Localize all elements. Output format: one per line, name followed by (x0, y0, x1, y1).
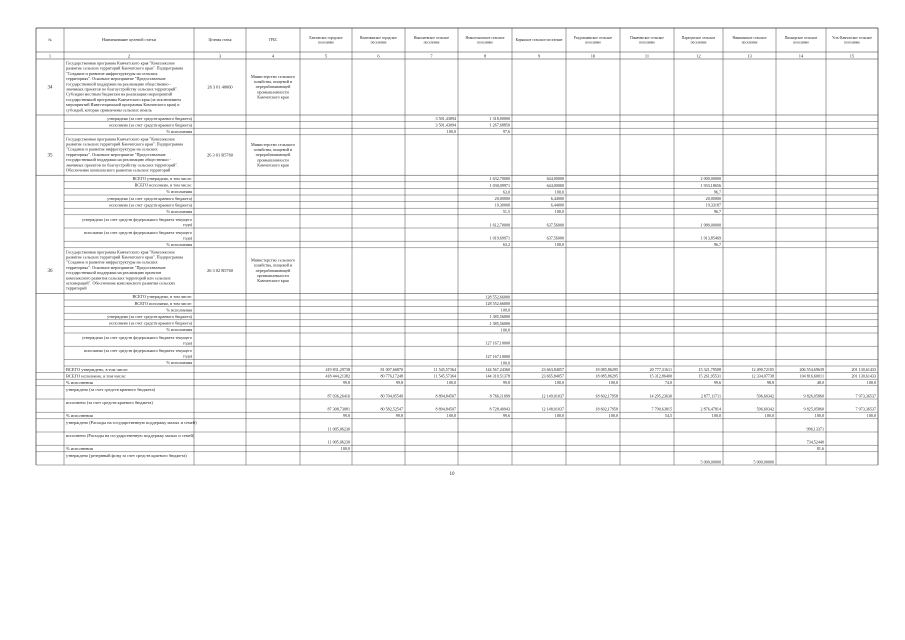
target-code: 26 3 02 R5760 (207, 268, 233, 274)
value-cell: 100,0 (554, 242, 564, 248)
value-cell: 6,44000 (550, 202, 564, 208)
header-number: 12 (696, 53, 701, 59)
header-cell: Начикинское сельское поселение (732, 36, 767, 45)
value-cell: 97,6 (502, 129, 510, 135)
value-cell: 8 894,84507 (435, 393, 456, 399)
total-label: ВСЕГО утверждено, в том числе: (66, 367, 129, 372)
value-cell: 11 545,57364 (433, 367, 456, 372)
value-cell: 100,0 (554, 189, 564, 195)
value-cell: 12 490,72105 (751, 367, 774, 372)
value-cell: 9 826,05860 (803, 393, 824, 399)
header-number: 11 (644, 53, 650, 59)
header-number: 2 (127, 53, 131, 59)
program-name: Государственная программа Камчатского края "Комплексное развитие сельских территорий Камчатского края". Подпрограмма "Создание и развитие инфраструктуры на сельских территориях". Основное мероприятие "Предоставление государственной поддержки на реализацию проектов комплексного развития сельских территорий или сельских агломераций". Обеспечение комплексного развития сельских территорий (66, 249, 184, 291)
value-cell: 100,0 (866, 380, 876, 386)
total-label: % исполнения (66, 413, 93, 419)
value-cell: 128 552,66000 (485, 294, 510, 300)
value-cell: 996,13371 (806, 426, 824, 432)
value-cell: 5 000,00000 (700, 459, 721, 465)
value-cell: 144 567,24360 (485, 367, 510, 372)
header-cell: Елизовское городское поселение (309, 36, 343, 45)
value-cell: 81,6 (816, 446, 824, 452)
value-cell: 87 308,73081 (327, 406, 350, 412)
value-cell: 2 000,00000 (700, 176, 721, 182)
value-cell: 100,0 (814, 413, 824, 419)
value-cell: 100,0 (340, 446, 350, 452)
value-cell: 5 000,00000 (753, 459, 774, 465)
value-cell: 54,5 (664, 413, 672, 419)
value-cell: 99,8 (395, 413, 403, 419)
value-cell: 100,0 (554, 413, 564, 419)
program-name: Государственная программа Камчатского края "Комплексное развитие сельских территорий Камчатского края". Подпрограмма "Создание и развитие инфраструктуры на сельских территориях". Основное мероприятие "Предоставление государственной поддержки на реализацию общественно -значимых проектов по благоустройству сельских территорий". Обеспечение комплексного развития сельских территорий (66, 136, 184, 173)
header-cell: ГРБС (268, 38, 278, 43)
header-cell: Корякское сельское поселение (515, 38, 563, 43)
value-cell: 201 130,61433 (851, 373, 876, 379)
value-cell: 18 602,17958 (595, 406, 618, 412)
header-cell: Вилючинское городское поселение (360, 36, 397, 45)
row-label: утверждено (за счет средств федерального бюджета текущего года) (81, 335, 192, 346)
value-cell: 104 816,60011 (799, 373, 824, 379)
value-cell: 1 612,70000 (489, 222, 510, 228)
header-cell: Новолесновское сельское поселение (465, 36, 505, 45)
value-cell: 63,0 (502, 189, 510, 195)
value-cell: 12 334,07738 (751, 373, 774, 379)
program-name: Государственная программа Камчатского края "Комплексное развитие сельских территорий Камчатского края". Подпрограмма "Создание и развитие инфраструктуры на сельских территориях". Основное мероприятие "Предоставление государственной поддержки на реализацию общественно -значимых проектов по благоустройству сельских территорий". Субсидии местным бюджетам на реализацию мероприятий государственной программы Камчатского края (за исключением мероприятий Инвестиционной программы Камчатского края) и субсидий, которые привлечены сельских земель (66, 60, 184, 113)
value-cell: 18 085,86295 (595, 367, 618, 372)
header-number: 7 (430, 53, 433, 59)
header-number: 5 (324, 53, 328, 59)
value-cell: 128 552,66000 (485, 301, 510, 306)
row-label: исполнено (за счет средств федерального бюджета текущего года) (84, 230, 192, 241)
value-cell: 11 005,06230 (327, 439, 350, 445)
value-cell: 100,0 (554, 209, 564, 215)
row-number: 34 (47, 85, 53, 91)
total-label: исполнено (за счет средств краевого бюджета) (66, 400, 153, 405)
value-cell: 100,0 (764, 413, 774, 419)
value-cell: 7 973,36537 (855, 406, 876, 412)
row-label: ВСЕГО исполнено, в том числе: (134, 182, 192, 188)
value-cell: 201 130,61433 (851, 367, 876, 372)
value-cell: 23 665,84057 (541, 373, 564, 379)
value-cell: 15 261,95531 (698, 373, 721, 379)
header-cell: Паратунское сельское поселение (681, 36, 716, 45)
value-cell: 20 777,31611 (649, 367, 672, 372)
value-cell: 99,6 (713, 380, 721, 386)
value-cell: 2 876,47814 (700, 406, 721, 412)
target-code: 26 3 01 R5760 (207, 152, 233, 158)
header-number: 14 (798, 53, 804, 59)
value-cell: 23 663,84057 (541, 367, 564, 372)
header-number: 13 (747, 53, 752, 59)
row-label: ВСЕГО утверждено, в том числе: (132, 294, 192, 300)
value-cell: 63,2 (502, 242, 510, 248)
value-cell: 100,0 (500, 360, 510, 366)
header-cell: Усть-Камчатское сельское поселение (831, 36, 873, 45)
value-cell: 74,0 (664, 380, 672, 386)
value-cell: 1 030,09971 (489, 182, 510, 188)
value-cell: 6,44000 (550, 196, 564, 201)
header-cell: Целевая статья (208, 38, 232, 43)
value-cell: 100,0 (500, 307, 510, 313)
value-cell: 87 036,26416 (327, 393, 350, 399)
total-label: утверждено (за счет средств краевого бюджета) (66, 386, 156, 392)
value-cell: 80 704,05549 (380, 393, 403, 399)
row-label: % исполнения (166, 242, 192, 247)
row-label: исполнено (за счет средств краевого бюджета) (109, 202, 192, 208)
value-cell: 1 267,68850 (489, 122, 510, 128)
header-number: 6 (377, 53, 380, 59)
value-cell: 644,00000 (546, 182, 564, 188)
value-cell: 1 913,85469 (700, 235, 721, 241)
value-cell: 8 894,84507 (435, 406, 456, 412)
value-cell: 3 501,43094 (435, 122, 456, 128)
value-cell: 100,0 (500, 327, 510, 333)
value-cell: 596,60342 (756, 406, 774, 412)
value-cell: 1 980,00000 (700, 222, 721, 228)
value-cell: 144 310,51378 (485, 373, 510, 379)
value-cell: 99,8 (502, 380, 510, 386)
value-cell: 14 295,23630 (649, 393, 672, 399)
value-cell: 7 973,36537 (855, 393, 876, 399)
header-cell: № (48, 38, 52, 43)
row-label: утверждено (за счет средств краевого бюджета) (107, 115, 192, 121)
value-cell: 10,30000 (494, 202, 510, 208)
row-label: утверждено (за счет средств краевого бюджета) (107, 314, 192, 319)
value-cell: 1 385,56000 (489, 320, 510, 326)
total-label: % исполнения (66, 380, 93, 386)
total-label: утверждено (резервный фонд за счет средств краевого бюджета) (66, 452, 187, 458)
value-cell: 48,0 (816, 380, 824, 386)
value-cell: 20,00000 (705, 196, 721, 201)
header-number: 1 (48, 53, 52, 59)
value-cell: 1 318,00000 (489, 116, 510, 121)
value-cell: 100,0 (446, 413, 456, 419)
value-cell: 99,6 (502, 413, 510, 419)
value-cell: 2 877,11711 (700, 393, 721, 399)
value-cell: 99,8 (342, 380, 350, 386)
value-cell: 100,0 (446, 380, 456, 386)
value-cell: 100,0 (554, 380, 564, 386)
header-cell: Раздольненское сельское поселение (573, 36, 613, 45)
value-cell: 1 019,69971 (489, 235, 510, 241)
row-label: утверждено (за счет средств краевого бюджета) (107, 195, 192, 201)
value-cell: 96,7 (713, 189, 721, 195)
header-number: 8 (483, 53, 487, 59)
value-cell: 81 007,66870 (380, 367, 403, 372)
row-number: 36 (47, 269, 53, 275)
value-cell: 419 831,29738 (325, 367, 350, 372)
value-cell: 644,00000 (546, 176, 564, 182)
row-label: % исполнения (166, 209, 192, 214)
value-cell: 418 444,21382 (325, 373, 350, 379)
total-label: % исполнения (66, 446, 93, 452)
total-label: ВСЕГО исполнено, в том числе: (66, 373, 127, 379)
value-cell: 1 632,70000 (489, 176, 510, 182)
value-cell: 11 545,57364 (433, 373, 456, 379)
value-cell: 98,8 (766, 380, 774, 386)
value-cell: 99,8 (395, 380, 403, 386)
row-label: % исполнения (166, 327, 192, 333)
header-number: 9 (537, 53, 541, 59)
row-label: ВСЕГО утверждено, в том числе: (132, 176, 192, 181)
row-number: 35 (47, 153, 53, 159)
value-cell: 18 602,17958 (595, 393, 618, 399)
grbs-name: Министерство сельского хозяйства, пищевой и перерабатывающей промышленности Камчатского края (250, 141, 296, 168)
row-label: исполнено (за счет средств краевого бюджета) (109, 122, 192, 128)
value-cell: 99,8 (342, 413, 350, 419)
value-cell: 12 148,01037 (541, 406, 564, 412)
value-cell: 637,56000 (546, 222, 564, 228)
value-cell: 100,0 (446, 129, 456, 135)
value-cell: 80 582,52547 (380, 406, 403, 412)
grbs-name: Министерство сельского хозяйства, пищевой и перерабатывающей промышленности Камчатского края (250, 73, 296, 100)
header-cell: Пионерское сельское поселение (784, 36, 818, 45)
row-label: % исполнения (166, 129, 192, 134)
target-code: 26 3 01 40060 (207, 84, 233, 90)
value-cell: 1 385,56000 (489, 314, 510, 320)
value-cell: 12 149,01037 (541, 393, 564, 399)
header-number: 10 (590, 53, 596, 59)
header-number: 3 (218, 53, 222, 59)
value-cell: 20,00000 (494, 196, 510, 201)
row-label: % исполнения (166, 307, 192, 313)
header-cell: Пиначевское сельское поселение (630, 36, 664, 45)
total-label: утверждено (Расходы на государственную поддержку малых и семей) (66, 419, 197, 425)
value-cell: 100,0 (711, 413, 721, 419)
value-cell: 206 554,69639 (799, 367, 824, 372)
page-number: 10 (449, 472, 455, 477)
value-cell: 734,52440 (806, 439, 824, 445)
header-cell: Наименование целевой статьи (102, 37, 156, 43)
value-cell: 127 167,10000 (485, 353, 510, 359)
value-cell: 596,60342 (756, 393, 774, 399)
value-cell: 15 321,79508 (698, 367, 721, 372)
value-cell: 18 085,86295 (595, 373, 618, 379)
value-cell: 100,0 (608, 413, 618, 419)
value-cell: 96,7 (713, 242, 721, 248)
value-cell: 15 312,86400 (649, 373, 672, 379)
value-cell: 100,0 (608, 380, 618, 386)
value-cell: 7 790,63815 (651, 406, 672, 412)
row-label: утверждено (за счет средств федерального бюджета текущего года) (81, 216, 192, 228)
value-cell: 8 728,40943 (489, 406, 510, 412)
value-cell: 9 825,05860 (803, 406, 824, 412)
value-cell: 51,5 (502, 209, 510, 215)
total-label: исполнено (Расходы на государственную поддержку малых и семей) (66, 433, 195, 438)
value-cell: 19,33187 (705, 202, 721, 208)
header-number: 4 (271, 53, 275, 59)
row-label: исполнено (за счет средств федерального бюджета текущего года) (84, 348, 192, 359)
row-label: ВСЕГО исполнено, в том числе: (134, 300, 192, 306)
header-cell: Николаевское сельское поселение (413, 36, 450, 45)
value-cell: 96,7 (713, 209, 721, 215)
value-cell: 100,0 (866, 413, 876, 419)
value-cell: 8 766,11099 (489, 393, 510, 399)
row-label: % исполнения (166, 189, 192, 195)
row-label: % исполнения (166, 360, 192, 366)
header-number: 15 (849, 53, 855, 59)
row-label: исполнено (за счет средств краевого бюджета) (109, 320, 192, 326)
value-cell: 11 005,06230 (327, 426, 350, 432)
value-cell: 1 933,18656 (700, 182, 721, 188)
value-cell: 80 776,17248 (380, 373, 403, 379)
value-cell: 637,56000 (546, 235, 564, 241)
grbs-name: Министерство сельского хозяйства, пищевой и перерабатывающей промышленности Камчатского края (250, 257, 296, 284)
value-cell: 3 501,43094 (435, 116, 456, 121)
value-cell: 127 167,10000 (485, 340, 510, 346)
